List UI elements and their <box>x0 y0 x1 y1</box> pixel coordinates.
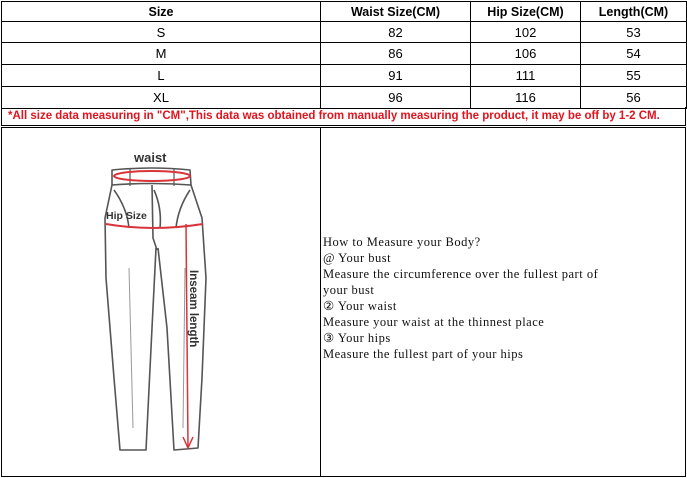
header-hip-size: Hip Size(CM) <box>471 2 581 22</box>
header-length: Length(CM) <box>581 2 687 22</box>
cell-hip: 116 <box>471 87 581 109</box>
how-to-measure-instructions <box>323 234 683 362</box>
hip-size-label: Hip Size <box>106 210 147 222</box>
cell-waist: 91 <box>321 65 471 87</box>
inseam-length-label: Inseam length <box>187 270 199 348</box>
waist-measure-line <box>114 171 190 181</box>
cell-hip: 102 <box>471 22 581 43</box>
header-size: Size <box>2 2 321 22</box>
cell-hip: 111 <box>471 65 581 87</box>
cell-length: 55 <box>581 65 687 87</box>
cell-length: 53 <box>581 22 687 43</box>
cell-length: 56 <box>581 87 687 109</box>
cell-size: S <box>2 22 321 43</box>
table-row <box>2 22 687 43</box>
table-header-row <box>2 2 687 22</box>
hip-measure-line <box>106 224 203 228</box>
instruction-line: Measure your waist at the thinnest place <box>323 315 545 329</box>
waist-label: waist <box>134 150 167 165</box>
instruction-line: How to Measure your Body? <box>323 235 481 249</box>
cell-waist: 86 <box>321 43 471 65</box>
cell-size: M <box>2 43 321 65</box>
instruction-line: ③ Your hips <box>323 331 391 345</box>
table-row <box>2 43 687 65</box>
instruction-line: Measure the fullest part of your hips <box>323 347 524 361</box>
size-chart-table <box>1 1 687 109</box>
pants-measurement-diagram <box>2 128 320 476</box>
measurement-guide-panel <box>1 127 686 477</box>
instruction-line: Measure the circumference over the fullest part of <box>323 267 599 281</box>
panel-divider <box>320 128 321 476</box>
cell-length: 54 <box>581 43 687 65</box>
instruction-line: your bust <box>323 283 375 297</box>
cell-waist: 82 <box>321 22 471 43</box>
instruction-line: @ Your bust <box>323 251 392 265</box>
table-row <box>2 87 687 109</box>
cell-size: L <box>2 65 321 87</box>
cell-waist: 96 <box>321 87 471 109</box>
measurement-note: *All size data measuring in "CM",This data was obtained from manually measuring the product, it may be off by 1-2 CM. <box>1 107 686 126</box>
cell-hip: 106 <box>471 43 581 65</box>
table-row <box>2 65 687 87</box>
cell-size: XL <box>2 87 321 109</box>
header-waist-size: Waist Size(CM) <box>321 2 471 22</box>
instruction-line: ② Your waist <box>323 299 397 313</box>
